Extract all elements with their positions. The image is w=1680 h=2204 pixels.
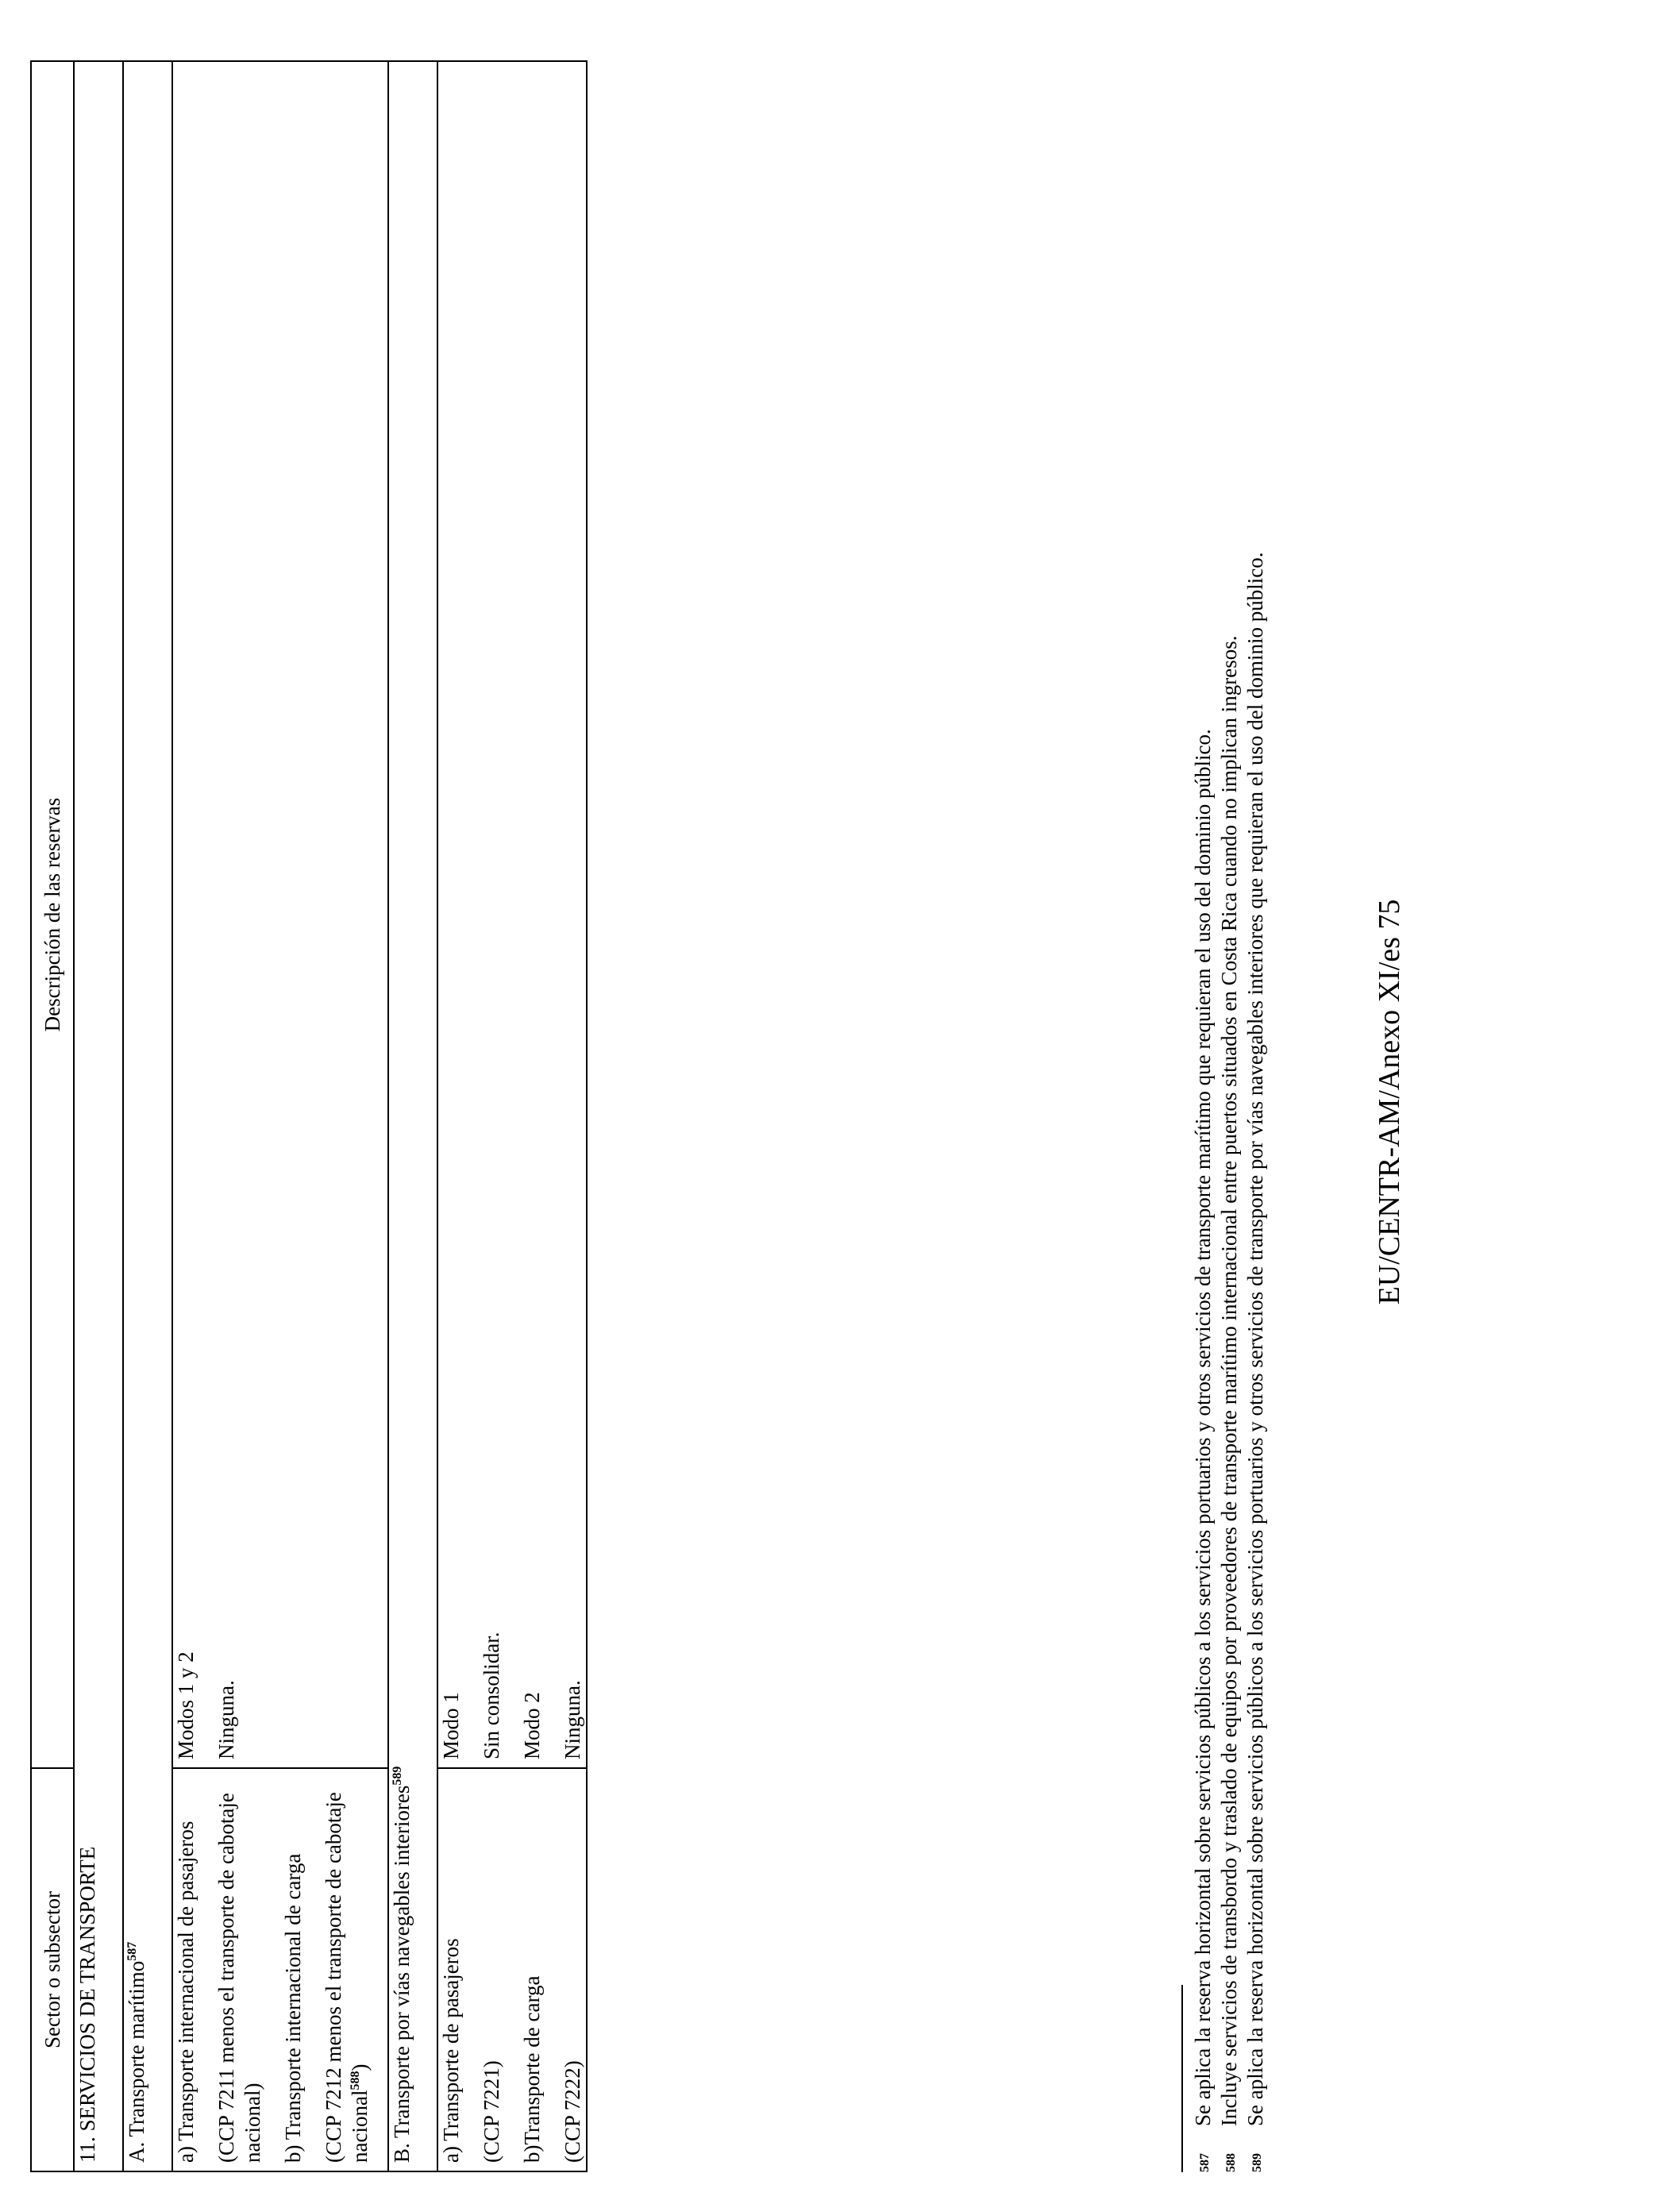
footnote — [1191, 60, 1217, 2172]
footnote-text: Se aplica la reserva horizontal sobre servicios públicos a los servicios portuarios y otros servicios de transporte marítimo que requieran el uso del dominio público. — [1191, 729, 1215, 2126]
subsection-b-row — [388, 61, 437, 2171]
sector-text: b) Transporte internacional de carga — [281, 1853, 305, 2163]
sector-line — [280, 1777, 306, 2163]
page-footer: EU/CENTR-AM/Anexo XI/es 75 — [1373, 899, 1406, 1305]
description-line: Ninguna. — [561, 1680, 584, 1759]
footnote-ref-587: 587 — [125, 1941, 139, 1961]
table-header-row — [31, 61, 74, 2171]
sector-line: b)Transporte de carga — [520, 1975, 544, 2163]
footnote — [1217, 60, 1243, 2172]
footnote-divider — [1181, 1985, 1183, 2172]
footnote-number: 589 — [1250, 2153, 1264, 2172]
subsection-b-title — [388, 61, 437, 2171]
subsection-b-text: B. Transporte por vías navegables interiores — [390, 1785, 414, 2163]
sector-cell — [437, 1768, 587, 2171]
footnotes — [1191, 60, 1270, 2172]
footnote-ref-588: 588 — [349, 2071, 362, 2090]
sector-line: a) Transporte internacional de pasajeros — [174, 1821, 198, 2163]
subsection-a-title — [123, 61, 172, 2171]
table-row — [437, 61, 587, 2171]
section-row — [74, 61, 123, 2171]
section-title-text: 11. SERVICIOS DE TRANSPORTE — [75, 1846, 99, 2163]
sector-line: (CCP 7222) — [561, 2060, 584, 2163]
description-line: Modo 2 — [520, 1692, 544, 1759]
subsection-a-text: A. Transporte marítimo — [125, 1960, 148, 2163]
sector-text: ) — [348, 2063, 372, 2071]
footnote — [1243, 60, 1270, 2172]
reservations-table — [30, 60, 588, 2172]
header-sector: Sector o subsector — [31, 1768, 74, 2171]
sector-line: a) Transporte de pasajeros — [439, 1938, 463, 2163]
sector-text: (CCP 7212 menos el transporte de cabotaje nacional — [322, 1792, 372, 2163]
footnote-number: 587 — [1198, 2153, 1212, 2172]
footnote-ref-589: 589 — [391, 1766, 404, 1786]
subsection-a-row — [123, 61, 172, 2171]
sector-line: (CCP 7221) — [480, 2060, 503, 2163]
description-line: Sin consolidar. — [480, 1632, 503, 1759]
description-line: Modo 1 — [439, 1692, 463, 1759]
description-cell — [172, 61, 388, 1768]
header-description: Descripción de las reservas — [31, 61, 74, 1768]
table-row — [172, 61, 388, 2171]
section-title — [74, 61, 123, 2171]
footnote-text: Incluye servicios de transbordo y traslado de equipos por proveedores de transporte marítimo internacional entre puertos situados en Costa Rica cuando no implican ingresos. — [1217, 635, 1241, 2126]
sector-line: (CCP 7211 menos el transporte de cabotaje nacional) — [214, 1793, 264, 2163]
description-line: Modos 1 y 2 — [174, 1651, 198, 1759]
footnote-number: 588 — [1224, 2153, 1238, 2172]
footnote-text: Se aplica la reserva horizontal sobre servicios públicos a los servicios portuarios y otros servicios de transporte por vías navegables interiores que requieran el uso del dominio público. — [1243, 552, 1267, 2126]
description-line: Ninguna. — [214, 1680, 238, 1759]
sector-cell — [172, 1768, 388, 2171]
sector-line — [321, 1777, 373, 2163]
description-cell — [437, 61, 587, 1768]
